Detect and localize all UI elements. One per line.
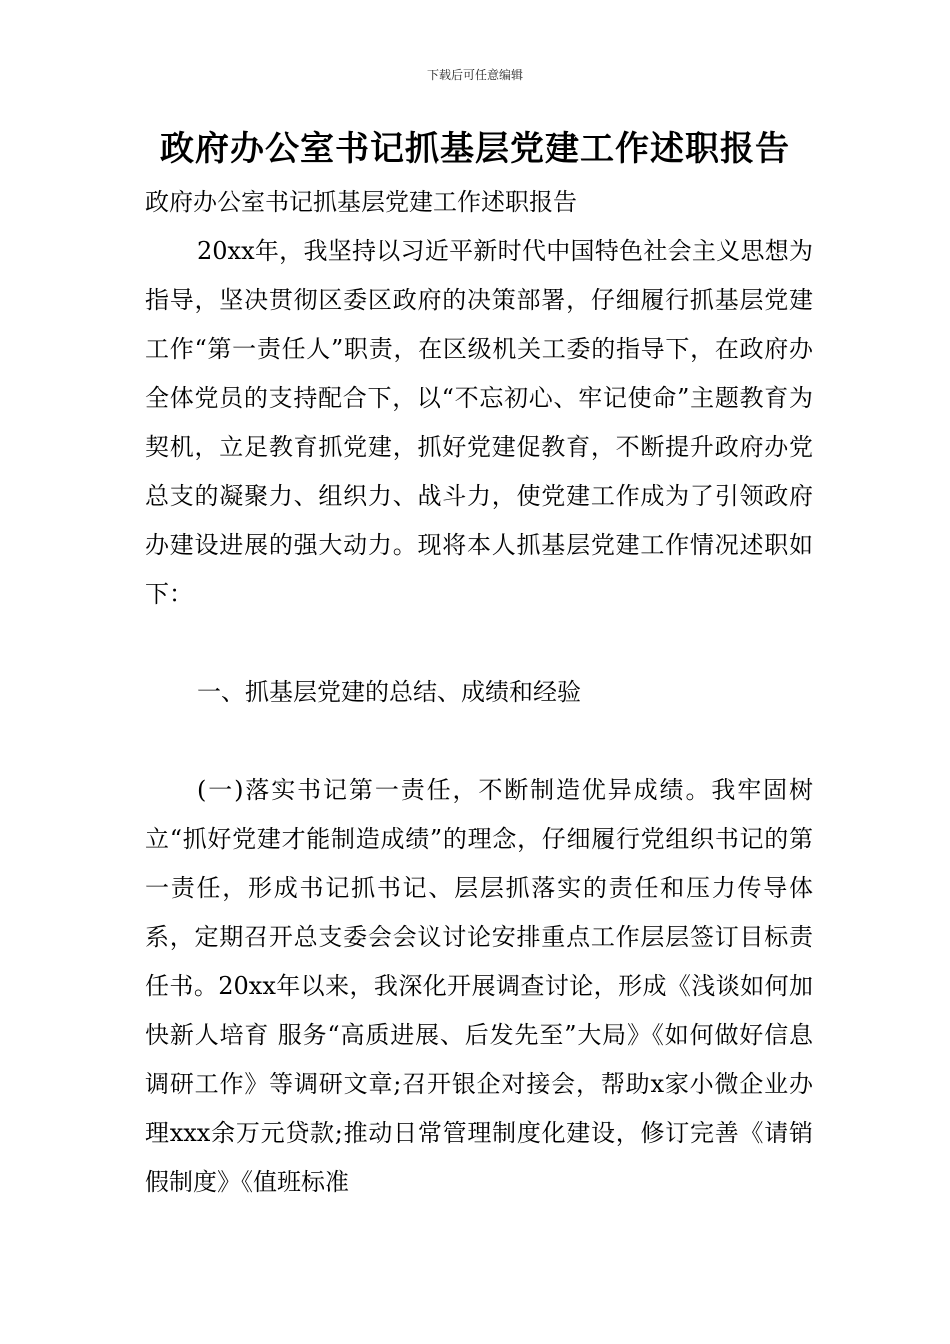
header-note: 下载后可任意编辑 [426, 68, 523, 82]
paragraph-gap [145, 619, 813, 668]
document-title: 政府办公室书记抓基层党建工作述职报告 [160, 129, 790, 169]
document-body [145, 178, 813, 1207]
section-heading: 一、抓基层党建的总结、成绩和经验 [197, 678, 581, 706]
document-subtitle: 政府办公室书记抓基层党建工作述职报告 [145, 188, 577, 216]
paragraph-intro: 20xx年，我坚持以习近平新时代中国特色社会主义思想为指导，坚决贯彻区委区政府的决策部署，仔细履行抓基层党建工作“第一责任人”职责，在区级机关工委的指导下，在政府办全体党员的支持配合下，以“不忘初心、牢记使命”主题教育为契机，立足教育抓党建，抓好党建促教育，不断提升政府办党总支的凝聚力、组织力、战斗力，使党建工作成为了引领政府办建设进展的强大动力。现将本人抓基层党建工作情况述职如下： [145, 237, 813, 608]
paragraph-gap [145, 717, 813, 766]
paragraph-section-1: (一)落实书记第一责任，不断制造优异成绩。我牢固树立“抓好党建才能制造成绩”的理念，仔细履行党组织书记的第一责任，形成书记抓书记、层层抓落实的责任和压力传导体系，定期召开总支委会会议讨论安排重点工作层层签订目标责任书。20xx年以来，我深化开展调查讨论，形成《浅谈如何加快新人培育 服务“高质进展、后发先至”大局》《如何做好信息调研工作》等调研文章;召开银企对接会，帮助x家小微企业办理xxx余万元贷款;推动日常管理制度化建设，修订完善《请销假制度》《值班标准 [145, 776, 813, 1196]
